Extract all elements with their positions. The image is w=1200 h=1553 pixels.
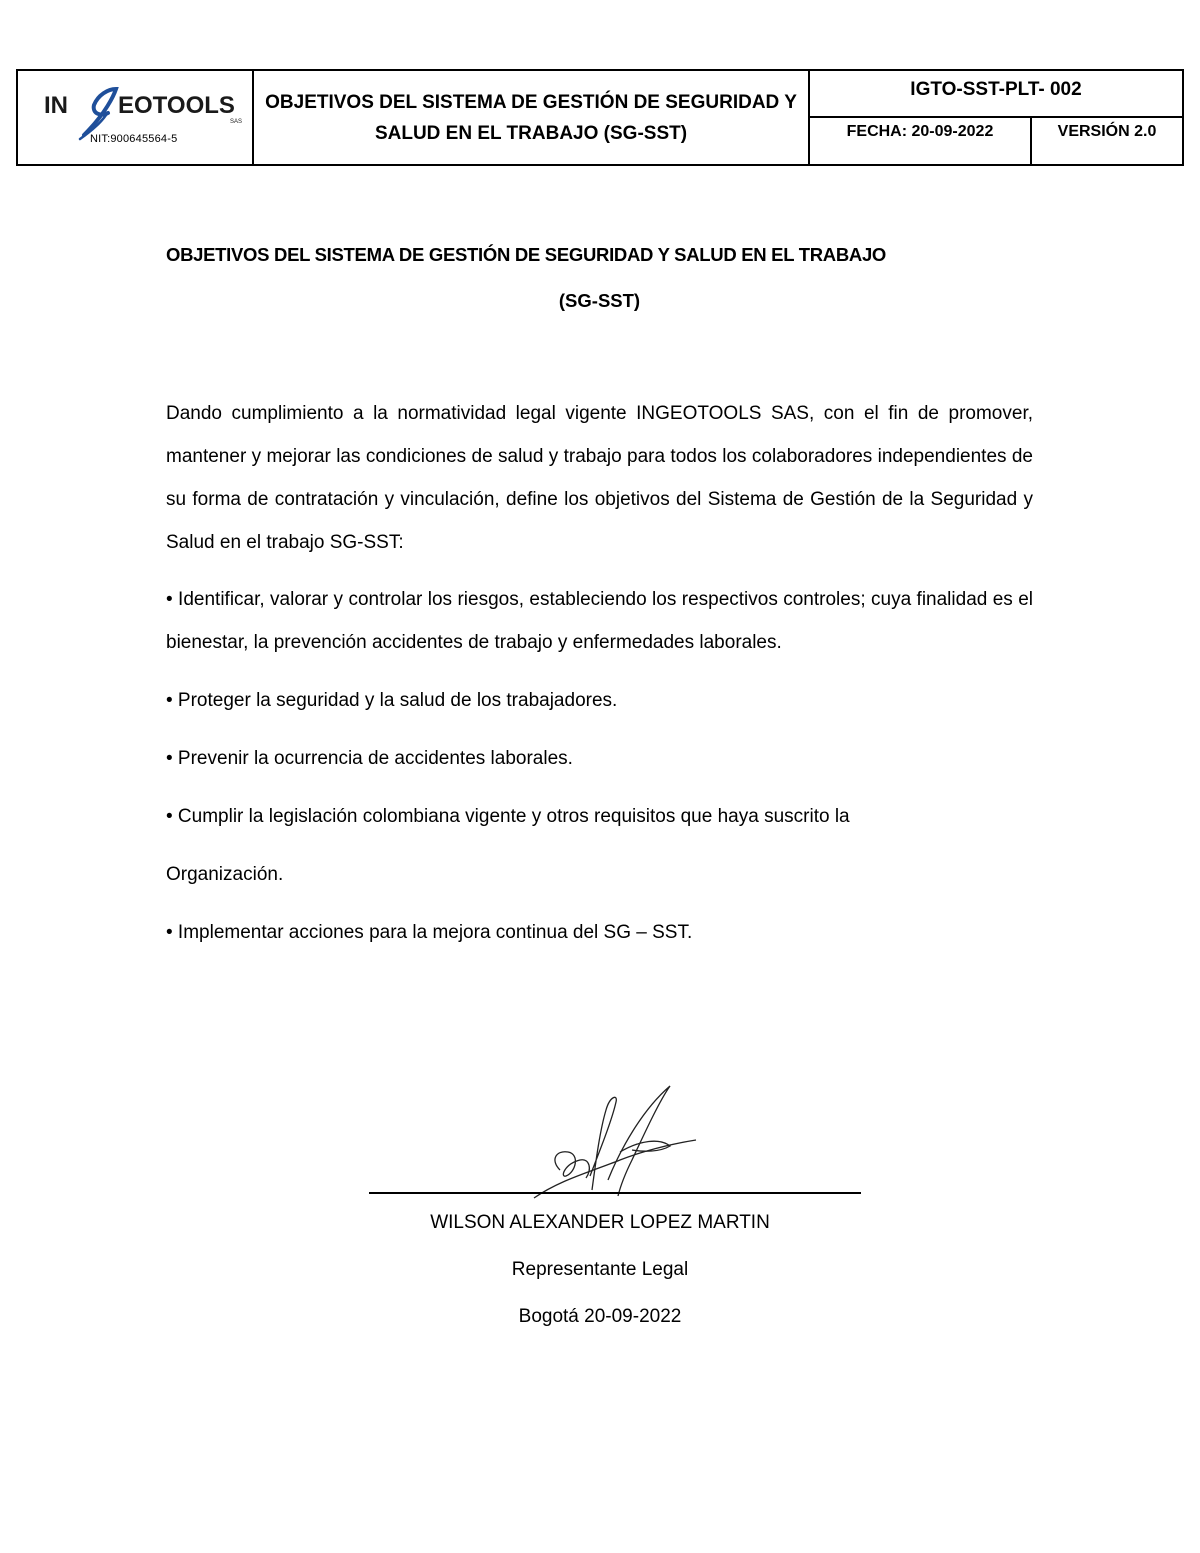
objective-item-continuation: Organización. (166, 864, 284, 885)
objective-item: • Cumplir la legislación colombiana vigente y otros requisitos que haya suscrito la (166, 806, 850, 827)
document-date: FECHA: 20-09-2022 (810, 118, 1032, 164)
objectives-list (166, 578, 1033, 954)
document-header (16, 69, 1184, 166)
logo-text-rest: EOTOOLS (118, 92, 235, 119)
document-code: IGTO-SST-PLT- 002 (810, 71, 1182, 118)
logo-suffix: SAS (230, 119, 243, 125)
header-title (265, 87, 797, 149)
main-subtitle: (SG-SST) (558, 290, 641, 311)
document-body (166, 240, 1033, 969)
header-title-cell (254, 71, 810, 164)
main-title: OBJETIVOS DEL SISTEMA DE GESTIÓN DE SEGURIDAD Y SALUD EN EL TRABAJO (166, 244, 887, 265)
handwritten-signature (520, 1080, 710, 1200)
signer-name: WILSON ALEXANDER LOPEZ MARTIN (430, 1212, 770, 1233)
header-meta-row (810, 118, 1182, 164)
signer-role: Representante Legal (511, 1259, 689, 1280)
header-meta-cell (810, 71, 1182, 164)
header-title-line-2: SALUD EN EL TRABAJO (SG-SST) (374, 122, 688, 144)
document-version: VERSIÓN 2.0 (1057, 123, 1157, 140)
logo-text-in: IN (44, 92, 68, 119)
objective-item: • Implementar acciones para la mejora continua del SG – SST. (166, 922, 693, 943)
signer-place-date: Bogotá 20-09-2022 (518, 1306, 682, 1327)
intro-paragraph: Dando cumplimiento a la normatividad legal vigente INGEOTOOLS SAS, con el fin de promover, mantener y mejorar las condiciones de salud y trabajo para todos los colaboradores independientes de su forma de contratación y vinculación, define los objetivos del Sistema de Gestión de la Seguridad y Salud en el trabajo SG-SST: (166, 403, 1033, 553)
logo-cell (18, 71, 254, 164)
signature-line (369, 1192, 861, 1194)
objective-item: • Proteger la seguridad y la salud de los trabajadores. (166, 690, 618, 711)
objective-item: • Identificar, valorar y controlar los riesgos, estableciendo los respectivos controles; cuya finalidad es el bienestar, la prevención accidentes de trabajo y enfermedades laborales. (166, 589, 1033, 653)
company-nit: NIT:900645564-5 (90, 133, 178, 145)
objective-item: • Prevenir la ocurrencia de accidentes laborales. (166, 748, 573, 769)
header-title-line-1: OBJETIVOS DEL SISTEMA DE GESTIÓN DE SEGURIDAD Y (265, 91, 797, 113)
